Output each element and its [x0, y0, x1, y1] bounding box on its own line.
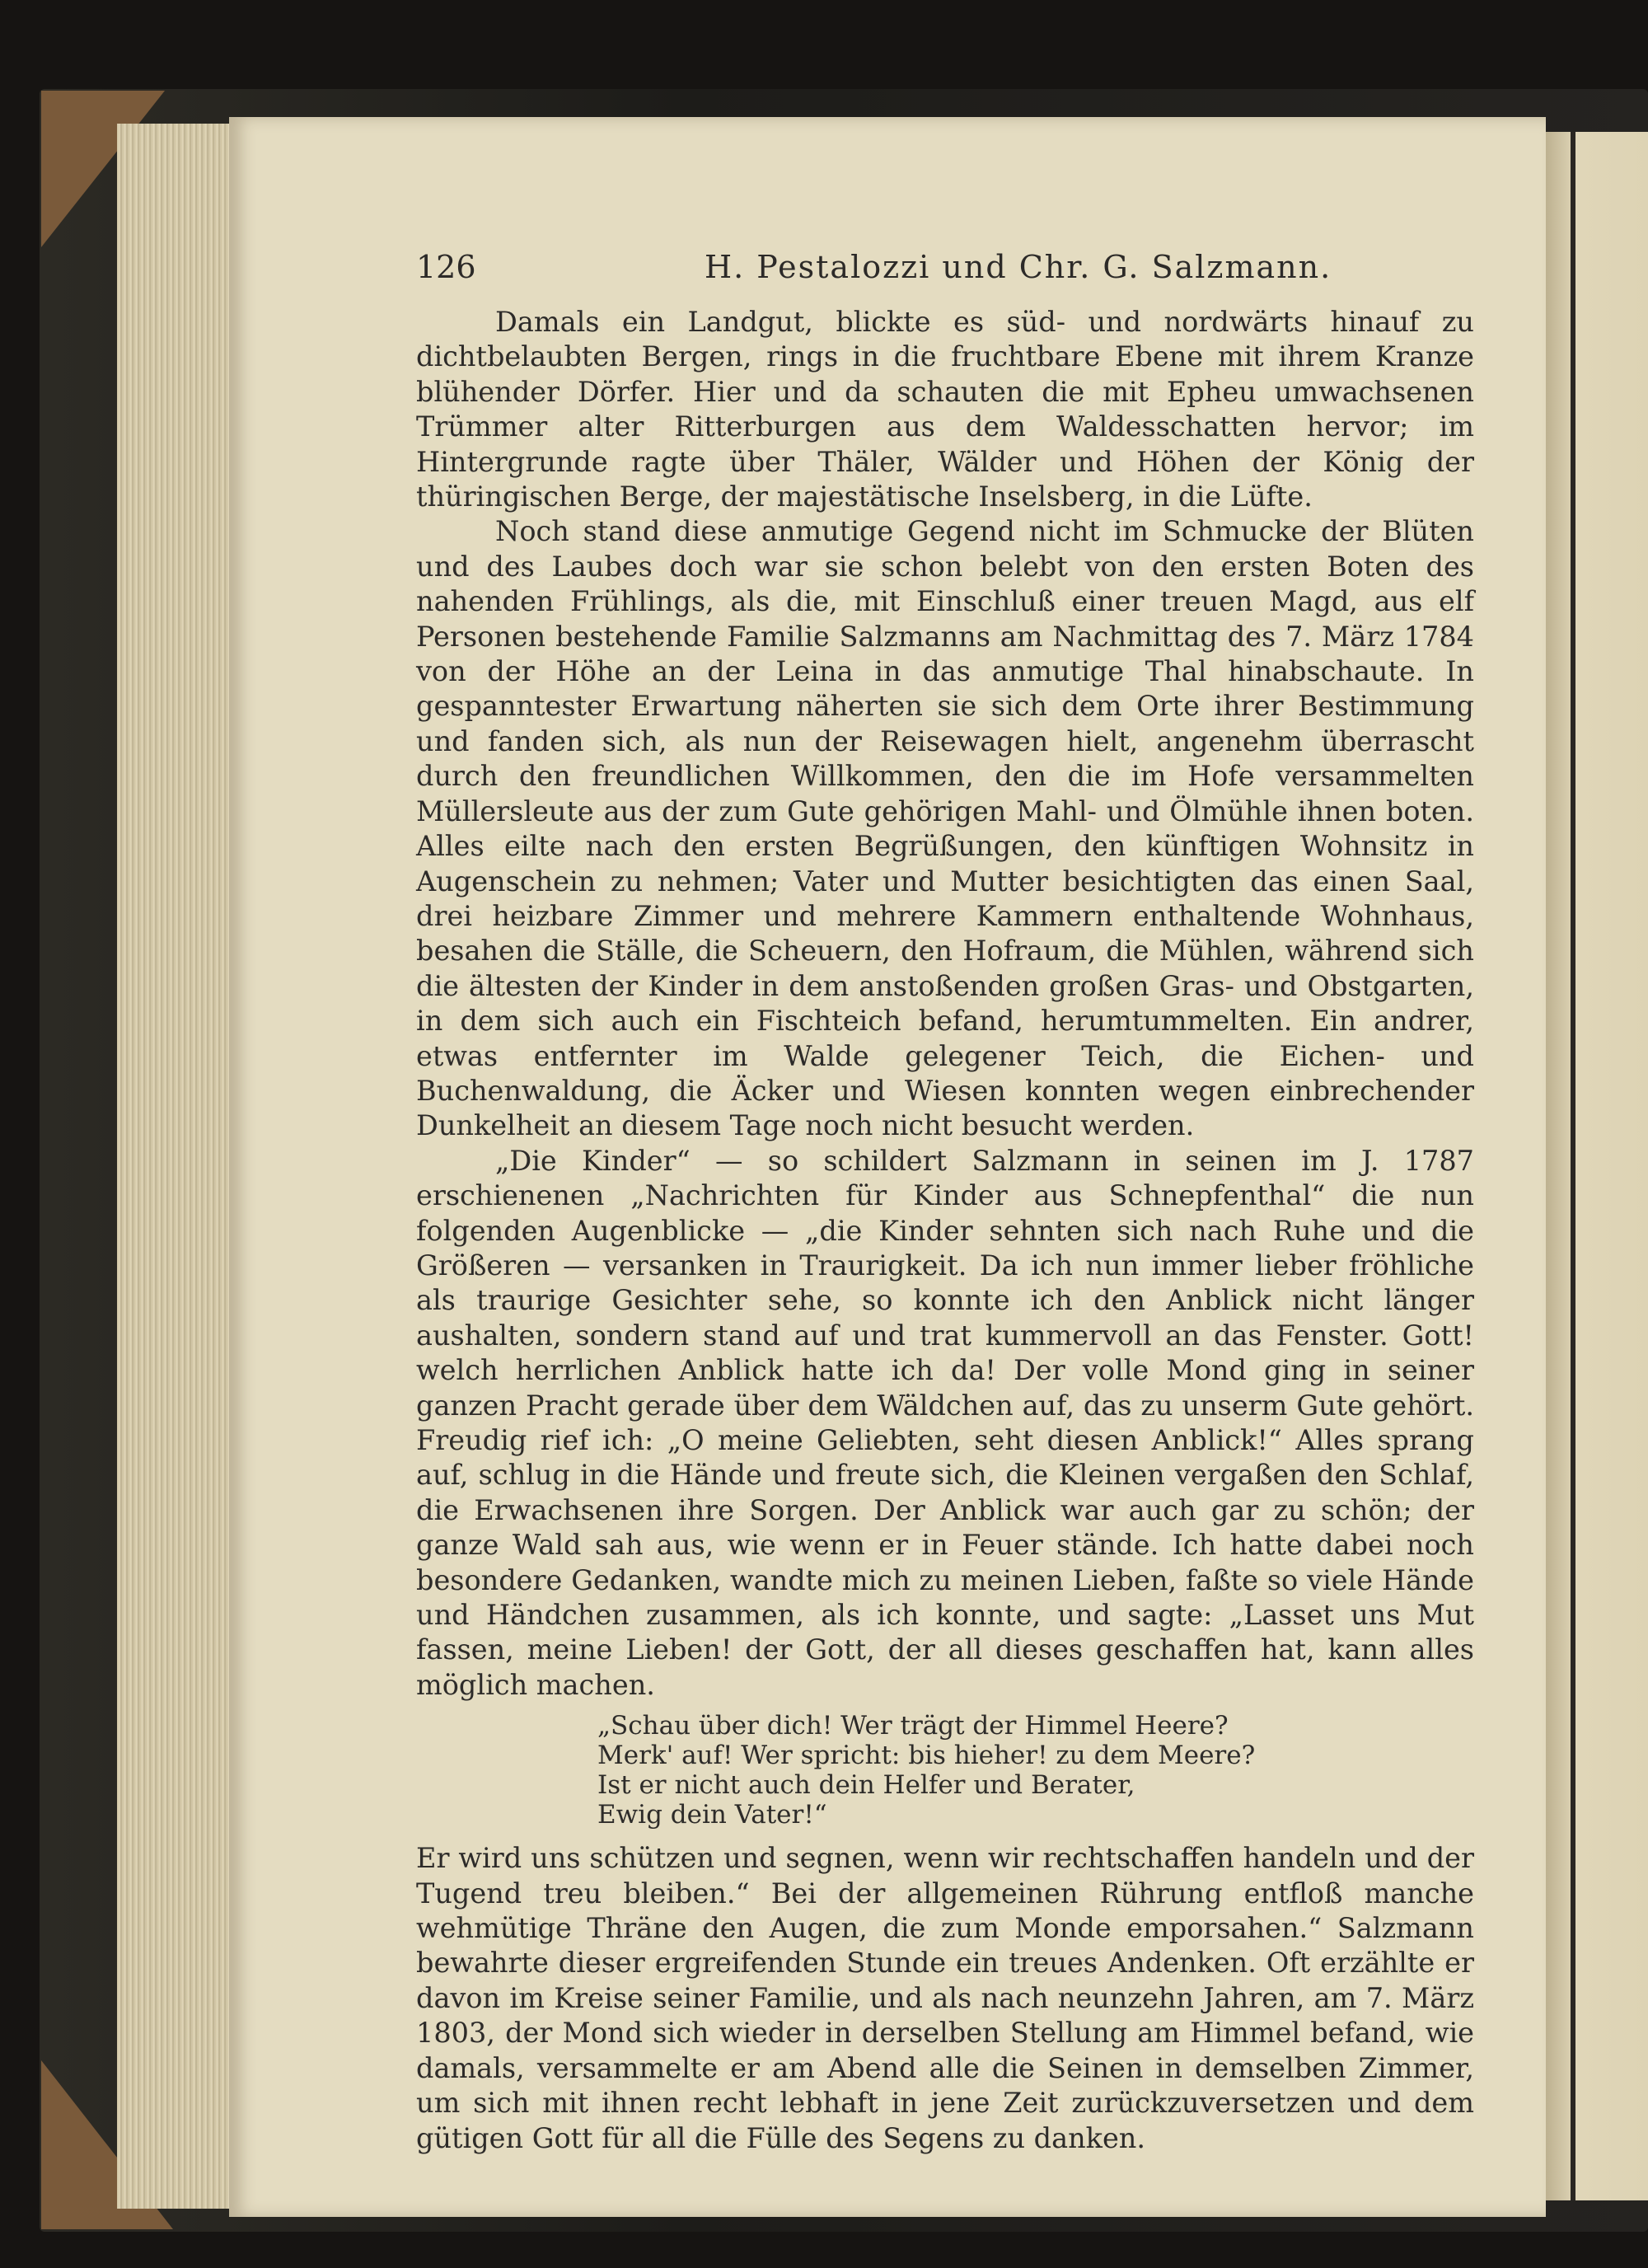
poem-line-2: Merk' auf! Wer spricht: bis hieher! zu dem Meere?	[597, 1741, 1256, 1771]
paragraph-3: „Die Kinder“ — so schildert Salzmann in seinen im J. 1787 erschienenen „Nachrichten für Kinder aus Schnepfenthal“ die nun folgenden Augenblicke — „die Kinder sehnten sich nach Ruhe und die Größeren — versanken in Traurigkeit. Da ich nun immer lieber fröhliche als traurige Gesichter sehe, so konnte ich den Anblick nicht länger aushalten, sondern stand auf und trat kummervoll an das Fenster. Gott! welch herrlichen Anblick hatte ich da! Der volle Mond ging in seiner ganzen Pracht gerade über dem Wäldchen auf, das zu unserm Gute gehört. Freudig rief ich: „O meine Geliebten, seht diesen Anblick!“ Alles sprang auf, schlug in die Hände und freute sich, die Kleinen vergaßen den Schlaf, die Erwachsenen ihre Sorgen. Der Anblick war auch gar zu schön; der ganze Wald sah aus, wie wenn er in Feuer stände. Ich hatte dabei noch besondere Gedanken, wandte mich zu meinen Lieben, faßte so viele Hände und Händchen zusammen, als ich konnte, und sagte: „Lasset uns Mut fassen, meine Lieben! der Gott, der all dieses geschaffen hat, kann alles möglich machen.	[416, 1144, 1474, 1701]
paragraph-2: Noch stand diese anmutige Gegend nicht im Schmucke der Blüten und des Laubes doch war sie schon belebt von den ersten Boten des nahenden Frühlings, als die, mit Einschluß einer treuen Magd, aus elf Personen bestehende Familie Salzmanns am Nachmittag des 7. März 1784 von der Höhe an der Leina in das anmutige Thal hinabschaute. In gespanntester Erwartung näherten sie sich dem Orte ihrer Bestimmung und fanden sich, als nun der Reisewagen hielt, angenehm überrascht durch den freundlichen Willkommen, den die im Hofe versammelten Müllersleute aus der zum Gute gehörigen Mahl- und Ölmühle ihnen boten. Alles eilte nach den ersten Begrüßungen, den künftigen Wohnsitz in Augenschein zu nehmen; Vater und Mutter besichtigten das einen Saal, drei heizbare Zimmer und mehrere Kammern enthaltende Wohnhaus, besahen die Ställe, die Scheuern, den Hofraum, die Mühlen, während sich die ältesten der Kinder in dem anstoßenden großen Gras- und Obstgarten, in dem sich auch ein Fischteich befand, herumtummelten. Ein andrer, etwas entfernter im Walde gelegener Teich, die Eichen- und Buchenwaldung, die Äcker und Wiesen konnten wegen einbrechender Dunkelheit an diesem Tage noch nicht besucht werden.	[416, 515, 1474, 1142]
poem-line-4: Ewig dein Vater!“	[597, 1800, 827, 1830]
page-header	[416, 249, 1479, 290]
page-edges-left	[117, 124, 232, 2209]
gutter-gap	[1571, 132, 1575, 2200]
body-text	[416, 305, 1474, 2156]
poem	[597, 1711, 1474, 1830]
poem-line-3: Ist er nicht auch dein Helfer und Berater,	[597, 1770, 1135, 1801]
poem-line-1: „Schau über dich! Wer trägt der Himmel Heere?	[597, 1711, 1229, 1741]
facing-page-edge	[1546, 132, 1648, 2200]
page-number: 126	[416, 249, 476, 285]
running-head: H. Pestalozzi und Chr. G. Salzmann.	[705, 249, 1332, 285]
paragraph-1: Damals ein Landgut, blickte es süd- und nordwärts hinauf zu dichtbelaubten Bergen, rings in die fruchtbare Ebene mit ihrem Kranze blühender Dörfer. Hier und da schauten die mit Epheu umwachsenen Trümmer alter Ritterburgen aus dem Waldesschatten hervor; im Hintergrunde ragte über Thäler, Wälder und Höhen der König der thüringischen Berge, der majestätische Inselsberg, in die Lüfte.	[416, 306, 1474, 513]
closing-paragraph: Er wird uns schützen und segnen, wenn wir rechtschaffen handeln und der Tugend treu bleiben.“ Bei der allgemeinen Rührung entfloß manche wehmütige Thräne den Augen, die zum Monde emporsahen.“ Salzmann bewahrte dieser ergreifenden Stunde ein treues Andenken. Oft erzählte er davon im Kreise seiner Familie, und als nach neunzehn Jahren, am 7. März 1803, der Mond sich wieder in derselben Stellung am Himmel befand, wie damals, versammelte er am Abend alle die Seinen in demselben Zimmer, um sich mit ihnen recht lebhaft in jene Zeit zurückzuversetzen und dem gütigen Gott für all die Fülle des Segens zu danken.	[416, 1842, 1474, 2154]
